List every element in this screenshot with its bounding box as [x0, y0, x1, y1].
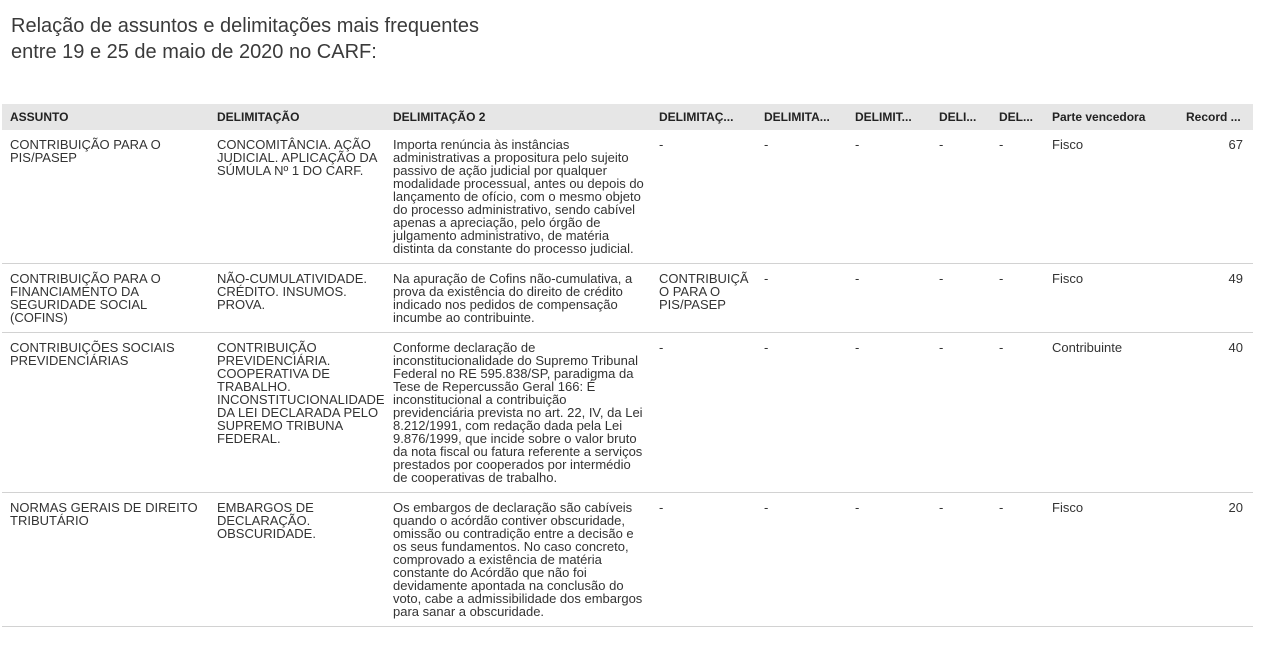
cell-assunto: CONTRIBUIÇÃO PARA O FINANCIAMENTO DA SEGURIDADE SOCIAL (COFINS) [2, 264, 209, 333]
column-header-parte-vencedora[interactable]: Parte vencedora [1052, 110, 1146, 124]
cell-delimitacao-5: - [847, 130, 931, 264]
cell-delimitacao-4: - [756, 264, 847, 333]
cell-record-count: 40 [1178, 333, 1253, 493]
column-header-record-count[interactable]: Record ... [1186, 110, 1241, 124]
page-title [11, 13, 479, 65]
page-title-line-2: entre 19 e 25 de maio de 2020 no CARF: [11, 41, 377, 63]
cell-delimitacao-7: - [991, 333, 1044, 493]
cell-delimitacao-2: Os embargos de declaração são cabíveis quando o acórdão contiver obscuridade, omissão ou contradição entre a decisão e os seus fundamentos. No caso concreto, comprovado a existência de matéria constante do Acórdão que não foi devidamente apontada na conclusão do voto, cabe a admissibilidade dos embargos para sanar a obscuridade. [385, 493, 651, 627]
cell-delimitacao-3: - [651, 333, 756, 493]
cell-delimitacao: NÃO-CUMULATIVIDADE. CRÉDITO. INSUMOS. PROVA. [209, 264, 385, 333]
cell-delimitacao-5: - [847, 493, 931, 627]
cell-record-count: 49 [1178, 264, 1253, 333]
page-title-line-1: Relação de assuntos e delimitações mais frequentes [11, 15, 480, 37]
column-header-delimitacao-5[interactable]: DELIMIT... [855, 110, 912, 124]
cell-delimitacao-3: - [651, 493, 756, 627]
cell-delimitacao-3: - [651, 130, 756, 264]
cell-assunto: CONTRIBUIÇÃO PARA O PIS/PASEP [2, 130, 209, 264]
cell-delimitacao-7: - [991, 493, 1044, 627]
cell-assunto: NORMAS GERAIS DE DIREITO TRIBUTÁRIO [2, 493, 209, 627]
column-header-delimitacao-6[interactable]: DELI... [939, 110, 977, 124]
cell-delimitacao-2: Na apuração de Cofins não-cumulativa, a prova da existência do direito de crédito indicado nos pedidos de compensação incumbe ao contribuinte. [385, 264, 651, 333]
cell-delimitacao-4: - [756, 493, 847, 627]
cell-assunto: CONTRIBUIÇÕES SOCIAIS PREVIDENCIÁRIAS [2, 333, 209, 493]
cell-delimitacao-6: - [931, 333, 991, 493]
cell-delimitacao: CONTRIBUIÇÃO PREVIDENCIÁRIA. COOPERATIVA DE TRABALHO. INCONSTITUCIONALIDADE DA LEI DECLARADA PELO SUPREMO TRIBUNA FEDERAL. [209, 333, 385, 493]
cell-delimitacao-5: - [847, 333, 931, 493]
table-header-row [2, 104, 1253, 130]
column-header-delimitacao-7[interactable]: DEL... [999, 110, 1034, 124]
cell-delimitacao-7: - [991, 130, 1044, 264]
cell-delimitacao: CONCOMITÂNCIA. AÇÃO JUDICIAL. APLICAÇÃO DA SÚMULA Nº 1 DO CARF. [209, 130, 385, 264]
cell-delimitacao-6: - [931, 493, 991, 627]
cell-delimitacao-2: Conforme declaração de inconstitucionalidade do Supremo Tribunal Federal no RE 595.838/SP, paradigma da Tese de Repercussão Geral 166: É inconstitucional a contribuição previdenciária prevista no art. 22, IV, da Lei 8.212/1991, com redação dada pela Lei 9.876/1999, que incide sobre o valor bruto da nota fiscal ou fatura referente a serviços prestados por cooperados por intermédio de cooperativas de trabalho. [385, 333, 651, 493]
column-header-assunto[interactable]: ASSUNTO [10, 110, 69, 124]
cell-delimitacao-6: - [931, 130, 991, 264]
table-row [2, 493, 1253, 627]
table-row [2, 333, 1253, 493]
cell-delimitacao-6: - [931, 264, 991, 333]
cell-parte-vencedora: Fisco [1044, 264, 1178, 333]
cell-record-count: 67 [1178, 130, 1253, 264]
column-header-delimitacao-3[interactable]: DELIMITAÇ... [659, 110, 734, 124]
cell-delimitacao-7: - [991, 264, 1044, 333]
table-row [2, 264, 1253, 333]
column-header-delimitacao[interactable]: DELIMITAÇÃO [217, 110, 300, 124]
cell-delimitacao-2: Importa renúncia às instâncias administrativas a propositura pelo sujeito passivo de ação judicial por qualquer modalidade processual, antes ou depois do lançamento de ofício, com o mesmo objeto do processo administrativo, sendo cabível apenas a apreciação, pelo órgão de julgamento administrativo, de matéria distinta da constante do processo judicial. [385, 130, 651, 264]
column-header-delimitacao-2[interactable]: DELIMITAÇÃO 2 [393, 110, 486, 124]
cell-record-count: 20 [1178, 493, 1253, 627]
column-header-delimitacao-4[interactable]: DELIMITA... [764, 110, 830, 124]
data-table [2, 104, 1253, 627]
cell-delimitacao-5: - [847, 264, 931, 333]
cell-parte-vencedora: Contribuinte [1044, 333, 1178, 493]
cell-delimitacao-3: CONTRIBUIÇÃO PARA O PIS/PASEP [651, 264, 756, 333]
cell-delimitacao-4: - [756, 333, 847, 493]
table-row [2, 130, 1253, 264]
cell-parte-vencedora: Fisco [1044, 493, 1178, 627]
cell-parte-vencedora: Fisco [1044, 130, 1178, 264]
cell-delimitacao-4: - [756, 130, 847, 264]
cell-delimitacao: EMBARGOS DE DECLARAÇÃO. OBSCURIDADE. [209, 493, 385, 627]
